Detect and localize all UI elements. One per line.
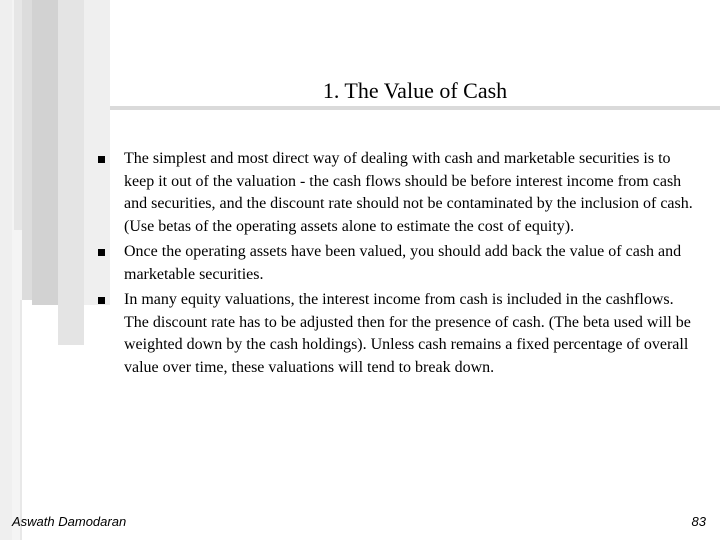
- bullet-text: The simplest and most direct way of dealing with cash and marketable securities is to keep it out of the valuation - the cash flows should be before interest income from cash and securities, and the discount rate should not be contaminated by the inclusion of cash. (Use betas of the operating assets alone to estimate the cost of equity).: [124, 150, 693, 235]
- title-divider: [110, 106, 720, 110]
- slide-title: 1. The Value of Cash: [322, 78, 508, 103]
- decor-bar: [32, 0, 58, 305]
- decor-bar: [22, 0, 32, 300]
- decor-bar: [0, 0, 12, 540]
- decor-bar: [58, 0, 84, 345]
- bullet-item: [98, 289, 698, 379]
- bullet-item: [98, 148, 698, 238]
- square-bullet-icon: [98, 156, 105, 163]
- footer-author: Aswath Damodaran: [12, 514, 127, 529]
- bullet-list: [98, 148, 698, 382]
- page-number: 83: [691, 514, 706, 529]
- square-bullet-icon: [98, 297, 105, 304]
- bullet-text: In many equity valuations, the interest income from cash is included in the cashflows. The discount rate has to be adjusted then for the presence of cash. (The beta used will be weighted down by the cash holdings). Unless cash remains a fixed percentage of overall value over time, these valuations will tend to break down.: [124, 291, 691, 376]
- decor-bar: [20, 300, 22, 540]
- bullet-text: Once the operating assets have been valued, you should add back the value of cash and marketable securities.: [124, 243, 682, 283]
- square-bullet-icon: [98, 249, 105, 256]
- bullet-item: [98, 241, 698, 286]
